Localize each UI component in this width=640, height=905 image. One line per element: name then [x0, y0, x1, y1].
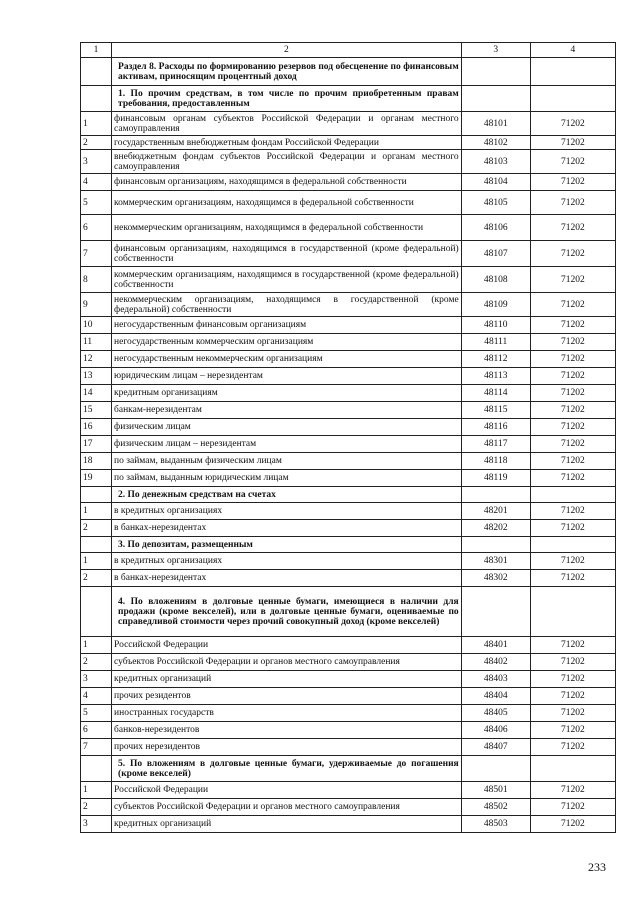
symbol-code: 71202 [530, 782, 615, 799]
row-description: коммерческим организациям, находящимся в государственной (кроме федеральной) собственности [112, 267, 462, 293]
symbol-code: 71202 [530, 705, 615, 722]
account-code: 48106 [461, 215, 530, 241]
table-row [81, 150, 616, 174]
row-description: Российской Федерации [112, 637, 462, 654]
account-code-cell [461, 756, 530, 782]
account-code-cell [461, 587, 530, 637]
symbol-code: 71202 [530, 722, 615, 739]
table-row [81, 520, 616, 537]
symbol-code: 71202 [530, 317, 615, 334]
table-row [81, 419, 616, 436]
symbol-code-cell [530, 487, 615, 503]
row-number: 7 [81, 241, 112, 267]
account-code: 48105 [461, 191, 530, 215]
table-row [81, 799, 616, 816]
account-code: 48114 [461, 385, 530, 402]
row-description: некоммерческим организациям, находящимся в государственной (кроме федеральной) собственности [112, 293, 462, 317]
row-number: 7 [81, 739, 112, 756]
row-number: 1 [81, 503, 112, 520]
row-number: 4 [81, 174, 112, 191]
row-description: в банках-нерезидентах [112, 570, 462, 587]
symbol-code: 71202 [530, 215, 615, 241]
account-code-cell [461, 487, 530, 503]
symbol-code: 71202 [530, 520, 615, 537]
symbol-code: 71202 [530, 799, 615, 816]
section-title-text: 4. По вложениям в долговые ценные бумаги, имеющиеся в наличии для продажи (кроме векселей), или в долговые ценные бумаги, оцениваемые по справедливой стоимости через прочий совокупный доход (кроме векселей) [118, 596, 459, 627]
symbol-code: 71202 [530, 816, 615, 833]
account-code: 48403 [461, 671, 530, 688]
row-number-cell [81, 587, 112, 637]
row-number: 12 [81, 351, 112, 368]
row-description: некоммерческим организациям, находящимся в федеральной собственности [112, 215, 462, 241]
row-number: 1 [81, 553, 112, 570]
row-number: 1 [81, 112, 112, 136]
symbol-code: 71202 [530, 739, 615, 756]
row-description: финансовым организациям, находящимся в федеральной собственности [112, 174, 462, 191]
account-code-cell [461, 86, 530, 112]
column-header-1: 1 [81, 43, 112, 58]
row-description: внебюджетным фондам субъектов Российской Федерации и органам местного самоуправления [112, 150, 462, 174]
table-row [81, 136, 616, 150]
account-code: 48109 [461, 293, 530, 317]
symbol-code: 71202 [530, 570, 615, 587]
row-number: 13 [81, 368, 112, 385]
symbol-code: 71202 [530, 637, 615, 654]
table-row [81, 267, 616, 293]
account-code: 48407 [461, 739, 530, 756]
symbol-code: 71202 [530, 553, 615, 570]
symbol-code: 71202 [530, 688, 615, 705]
table-row [81, 191, 616, 215]
row-number: 15 [81, 402, 112, 419]
row-description: физическим лицам [112, 419, 462, 436]
row-description: негосударственным коммерческим организациям [112, 334, 462, 351]
section-title [112, 86, 462, 112]
account-code: 48503 [461, 816, 530, 833]
table-row [81, 688, 616, 705]
account-code: 48101 [461, 112, 530, 136]
table-row [81, 174, 616, 191]
row-number: 1 [81, 637, 112, 654]
account-code: 48301 [461, 553, 530, 570]
row-number-cell [81, 756, 112, 782]
account-code: 48302 [461, 570, 530, 587]
section-header-row [81, 86, 616, 112]
table-row [81, 241, 616, 267]
row-number: 2 [81, 799, 112, 816]
account-code: 48401 [461, 637, 530, 654]
row-description: банков-нерезидентов [112, 722, 462, 739]
row-number: 9 [81, 293, 112, 317]
section-title-text: 3. По депозитам, размещенным [118, 539, 253, 550]
section-title [112, 58, 462, 86]
account-code: 48116 [461, 419, 530, 436]
row-number: 16 [81, 419, 112, 436]
section-title-text: 1. По прочим средствам, в том числе по прочим приобретенным правам требования, предоставленным [118, 88, 459, 109]
row-description: государственным внебюджетным фондам Российской Федерации [112, 136, 462, 150]
symbol-code-cell [530, 86, 615, 112]
row-number: 10 [81, 317, 112, 334]
symbol-code: 71202 [530, 241, 615, 267]
account-code: 48402 [461, 654, 530, 671]
account-code: 48501 [461, 782, 530, 799]
row-description: субъектов Российской Федерации и органов местного самоуправления [112, 799, 462, 816]
section-title-text: 5. По вложениям в долговые ценные бумаги, удерживаемые до погашения (кроме векселей) [118, 758, 459, 779]
row-description: негосударственным финансовым организациям [112, 317, 462, 334]
table-row [81, 470, 616, 487]
section-header-row [81, 756, 616, 782]
row-description: финансовым организациям, находящимся в государственной (кроме федеральной) собственности [112, 241, 462, 267]
row-number: 17 [81, 436, 112, 453]
symbol-code: 71202 [530, 351, 615, 368]
section-header-row [81, 487, 616, 503]
row-description: прочих резидентов [112, 688, 462, 705]
row-number: 1 [81, 782, 112, 799]
table-row [81, 351, 616, 368]
section-title [112, 537, 462, 553]
account-code: 48406 [461, 722, 530, 739]
column-header-2: 2 [112, 43, 462, 58]
section-header-row [81, 587, 616, 637]
table-row [81, 503, 616, 520]
row-description: в банках-нерезидентах [112, 520, 462, 537]
account-code: 48117 [461, 436, 530, 453]
symbol-code: 71202 [530, 267, 615, 293]
section-title [112, 756, 462, 782]
table-row [81, 293, 616, 317]
account-code: 48103 [461, 150, 530, 174]
symbol-code: 71202 [530, 150, 615, 174]
table-row [81, 705, 616, 722]
symbol-code: 71202 [530, 402, 615, 419]
symbol-code: 71202 [530, 136, 615, 150]
table-row [81, 654, 616, 671]
table-row [81, 385, 616, 402]
table-row [81, 637, 616, 654]
symbol-code: 71202 [530, 293, 615, 317]
row-number: 14 [81, 385, 112, 402]
symbol-code: 71202 [530, 174, 615, 191]
accounts-table [80, 42, 616, 833]
row-number: 3 [81, 816, 112, 833]
row-number: 11 [81, 334, 112, 351]
section-title [112, 487, 462, 503]
table-row [81, 334, 616, 351]
row-description: коммерческим организациям, находящимся в федеральной собственности [112, 191, 462, 215]
row-number: 5 [81, 191, 112, 215]
symbol-code-cell [530, 537, 615, 553]
account-code: 48118 [461, 453, 530, 470]
account-code: 48405 [461, 705, 530, 722]
column-header-4: 4 [530, 43, 615, 58]
row-description: банкам-нерезидентам [112, 402, 462, 419]
account-code: 48201 [461, 503, 530, 520]
row-number-cell [81, 58, 112, 86]
row-number: 6 [81, 722, 112, 739]
section-header-row [81, 58, 616, 86]
table-row [81, 722, 616, 739]
account-code: 48111 [461, 334, 530, 351]
row-number: 4 [81, 688, 112, 705]
section-title [112, 587, 462, 637]
account-code: 48112 [461, 351, 530, 368]
row-description: финансовым органам субъектов Российской Федерации и органам местного самоуправления [112, 112, 462, 136]
table-row [81, 570, 616, 587]
symbol-code-cell [530, 756, 615, 782]
row-number: 8 [81, 267, 112, 293]
symbol-code: 71202 [530, 368, 615, 385]
row-number: 2 [81, 570, 112, 587]
section-title-text: Раздел 8. Расходы по формированию резервов под обесценение по финансовым активам, приносящим процентный доход [118, 61, 459, 82]
row-description: субъектов Российской Федерации и органов местного самоуправления [112, 654, 462, 671]
symbol-code-cell [530, 58, 615, 86]
table-row [81, 671, 616, 688]
account-code: 48102 [461, 136, 530, 150]
table-row [81, 368, 616, 385]
table-row [81, 739, 616, 756]
symbol-code: 71202 [530, 419, 615, 436]
table-row [81, 782, 616, 799]
table-row [81, 436, 616, 453]
row-description: иностранных государств [112, 705, 462, 722]
symbol-code: 71202 [530, 436, 615, 453]
account-code: 48113 [461, 368, 530, 385]
section-header-row [81, 537, 616, 553]
table-row [81, 402, 616, 419]
row-number: 2 [81, 520, 112, 537]
row-description: юридическим лицам – нерезидентам [112, 368, 462, 385]
account-code: 48502 [461, 799, 530, 816]
symbol-code: 71202 [530, 112, 615, 136]
row-description: кредитным организациям [112, 385, 462, 402]
account-code-cell [461, 58, 530, 86]
account-code: 48110 [461, 317, 530, 334]
row-number: 18 [81, 453, 112, 470]
row-description: физическим лицам – нерезидентам [112, 436, 462, 453]
account-code: 48115 [461, 402, 530, 419]
section-title-text: 2. По денежным средствам на счетах [118, 489, 276, 500]
table-row [81, 453, 616, 470]
column-number-row [81, 43, 616, 58]
account-code: 48202 [461, 520, 530, 537]
symbol-code: 71202 [530, 334, 615, 351]
row-description: негосударственным некоммерческим организациям [112, 351, 462, 368]
row-number-cell [81, 537, 112, 553]
row-number-cell [81, 487, 112, 503]
account-code: 48119 [461, 470, 530, 487]
symbol-code: 71202 [530, 385, 615, 402]
row-number: 5 [81, 705, 112, 722]
account-code: 48108 [461, 267, 530, 293]
symbol-code: 71202 [530, 191, 615, 215]
table-row [81, 215, 616, 241]
row-description: прочих нерезидентов [112, 739, 462, 756]
row-number: 2 [81, 654, 112, 671]
symbol-code: 71202 [530, 503, 615, 520]
table-row [81, 816, 616, 833]
table-row [81, 317, 616, 334]
row-number: 6 [81, 215, 112, 241]
row-description: в кредитных организациях [112, 553, 462, 570]
row-description: Российской Федерации [112, 782, 462, 799]
page-number: 233 [588, 860, 606, 874]
row-number-cell [81, 86, 112, 112]
symbol-code-cell [530, 587, 615, 637]
row-description: по займам, выданным юридическим лицам [112, 470, 462, 487]
symbol-code: 71202 [530, 470, 615, 487]
row-number: 3 [81, 150, 112, 174]
table-row [81, 553, 616, 570]
account-code: 48107 [461, 241, 530, 267]
row-number: 3 [81, 671, 112, 688]
symbol-code: 71202 [530, 671, 615, 688]
row-description: кредитных организаций [112, 816, 462, 833]
row-number: 2 [81, 136, 112, 150]
table-row [81, 112, 616, 136]
row-description: в кредитных организациях [112, 503, 462, 520]
row-description: по займам, выданным физическим лицам [112, 453, 462, 470]
symbol-code: 71202 [530, 654, 615, 671]
account-code: 48404 [461, 688, 530, 705]
account-code: 48104 [461, 174, 530, 191]
symbol-code: 71202 [530, 453, 615, 470]
accounts-table-body [81, 43, 616, 833]
row-description: кредитных организаций [112, 671, 462, 688]
column-header-3: 3 [461, 43, 530, 58]
account-code-cell [461, 537, 530, 553]
row-number: 19 [81, 470, 112, 487]
